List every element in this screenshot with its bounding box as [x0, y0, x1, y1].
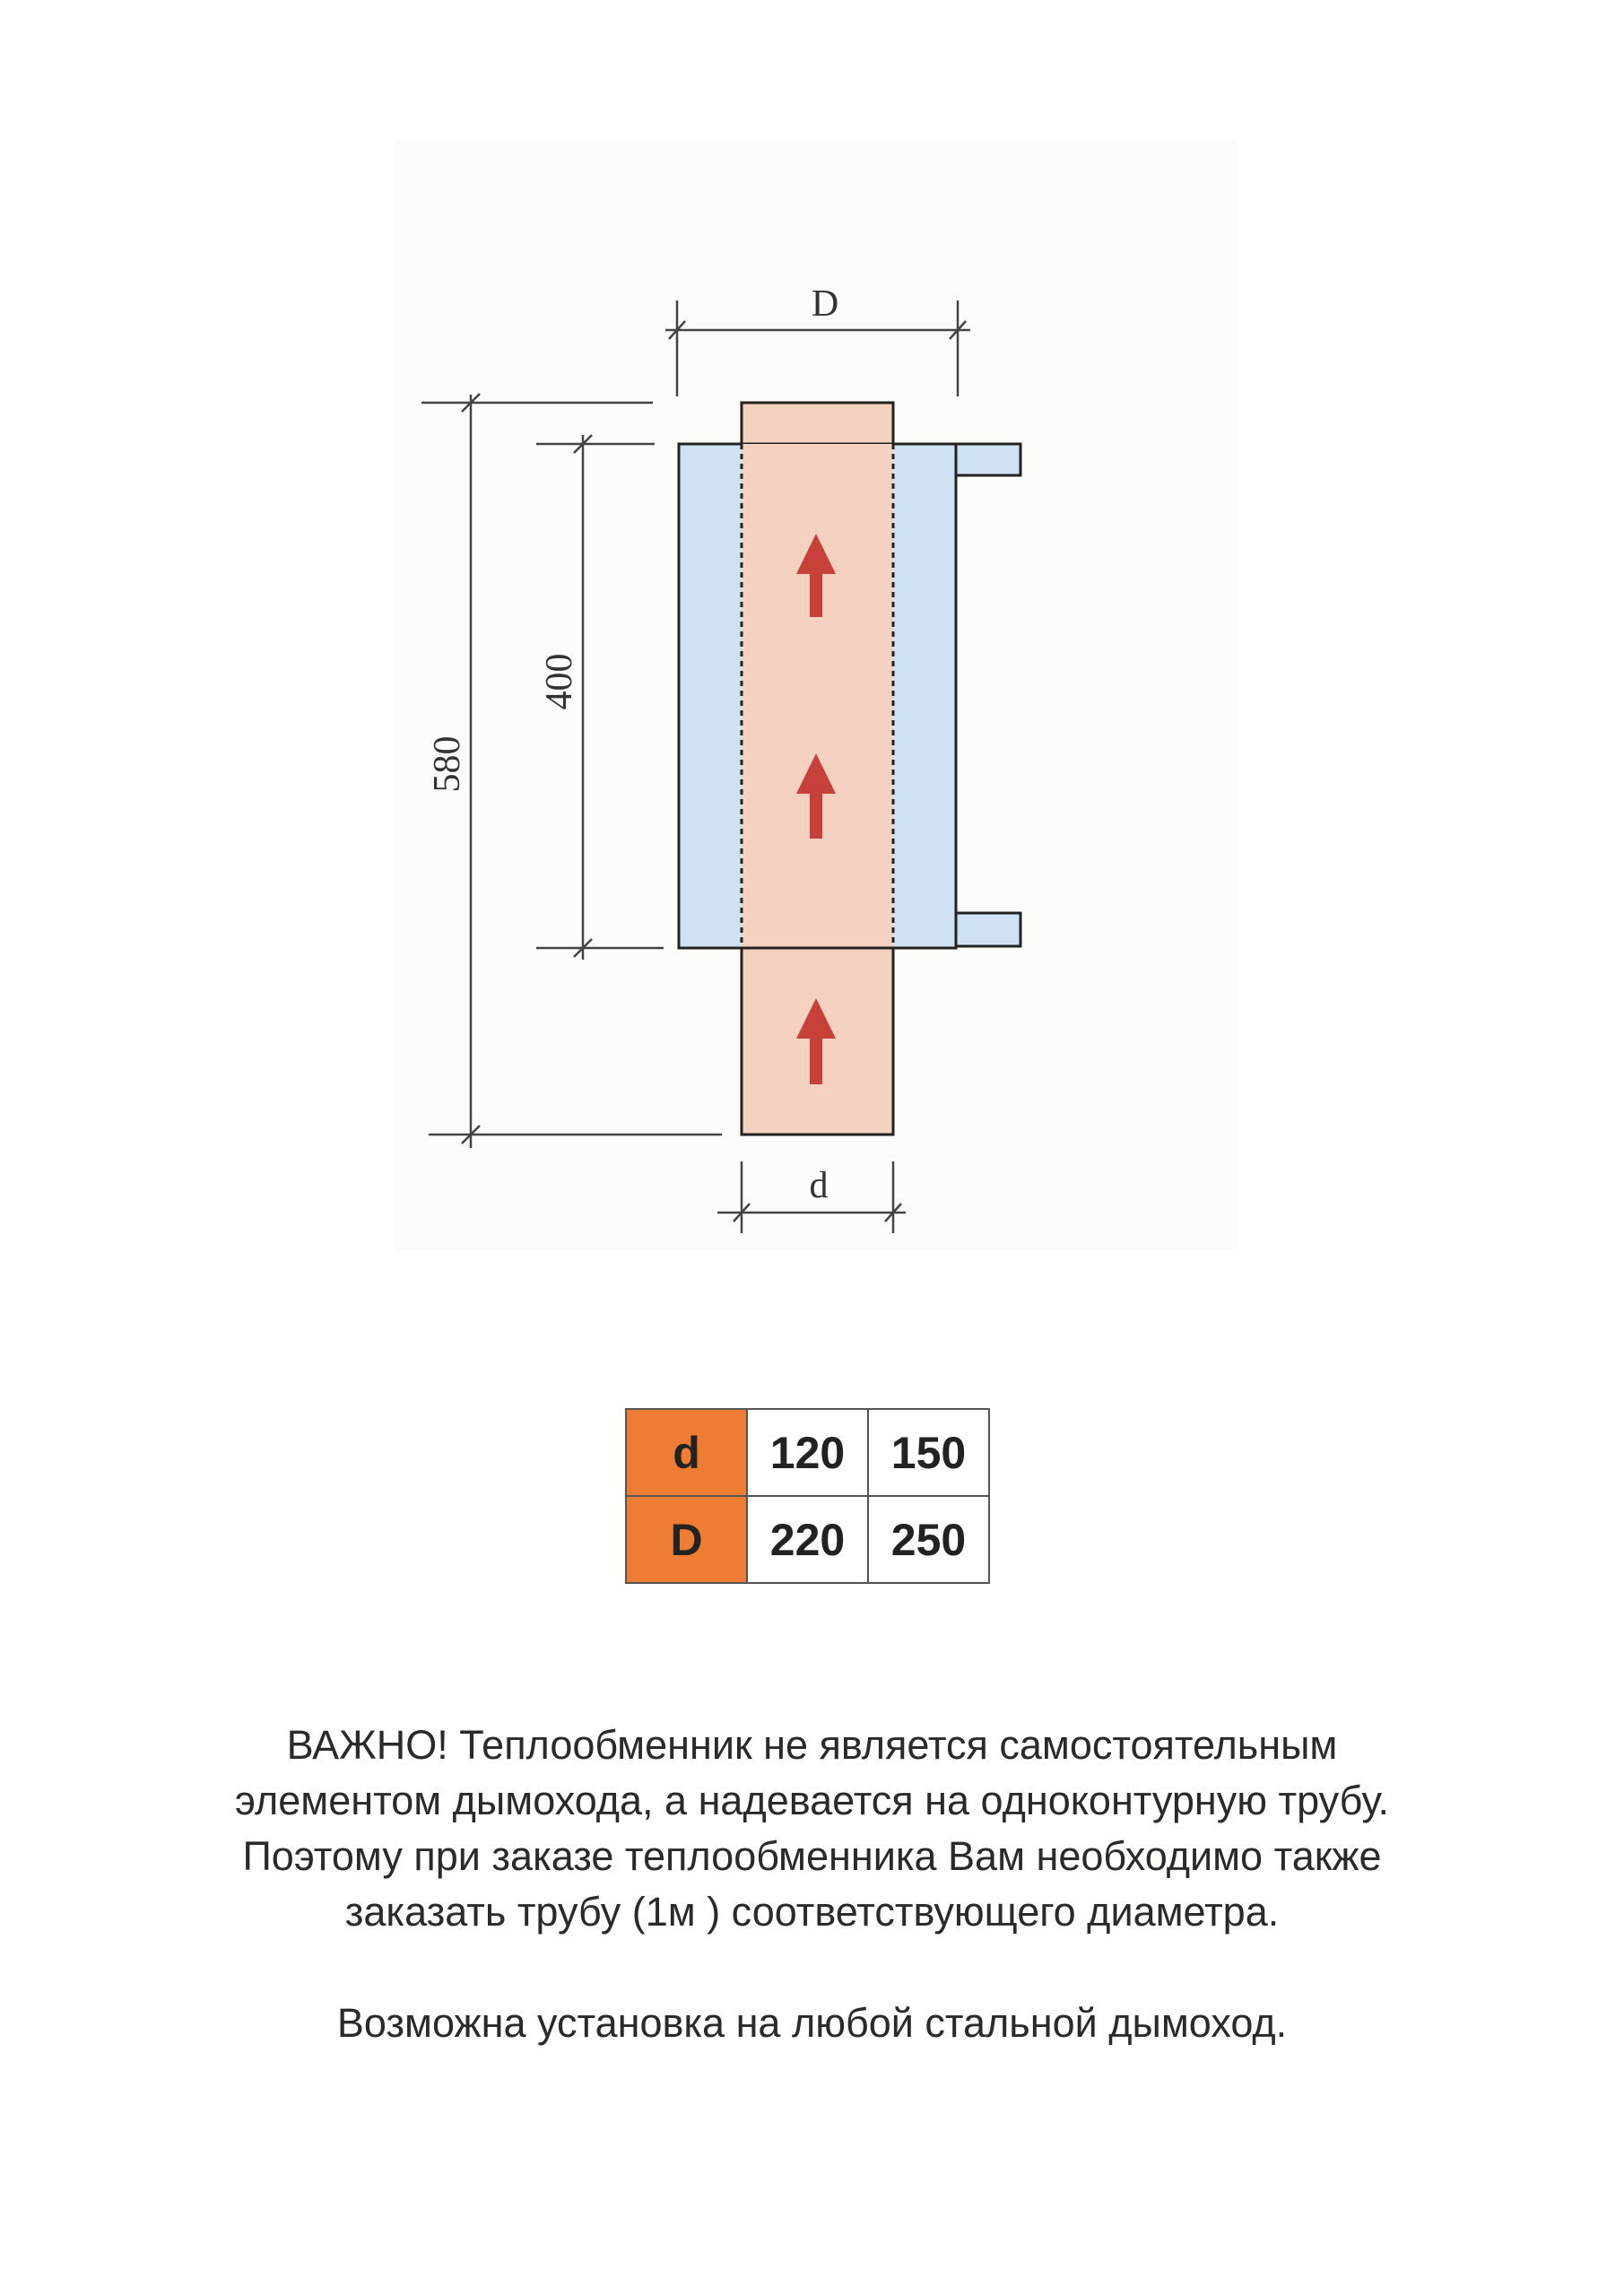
row-label-d: d: [626, 1409, 747, 1496]
row-label-D: D: [626, 1496, 747, 1583]
table-cell: 220: [747, 1496, 868, 1583]
spacer: [90, 1940, 1534, 1996]
dimensions-table: [625, 1408, 990, 1584]
table-row: [626, 1496, 989, 1583]
note-line: элементом дымохода, а надевается на одноконтурную трубу.: [235, 1778, 1389, 1823]
note-line: Поэтому при заказе теплообменника Вам необходимо также: [242, 1833, 1382, 1879]
important-notes: [90, 1718, 1534, 2051]
bottom-connector: [956, 913, 1020, 946]
label-D: D: [811, 283, 839, 325]
label-580: 580: [427, 735, 468, 793]
label-d: d: [809, 1165, 829, 1206]
note-line: ВАЖНО! Теплообменник не является самостоятельным: [286, 1722, 1338, 1768]
table-cell: 250: [868, 1496, 989, 1583]
table-cell: 120: [747, 1409, 868, 1496]
flue-pipe-top: [742, 403, 893, 444]
flue-pipe-inner: [742, 444, 893, 948]
label-400: 400: [539, 653, 580, 710]
top-connector: [956, 444, 1020, 475]
table-row: [626, 1409, 989, 1496]
note-line: заказать трубу (1м ) соответствующего диаметра.: [344, 1889, 1280, 1935]
note-line: Возможна установка на любой стальной дымоход.: [336, 2000, 1288, 2046]
table-cell: 150: [868, 1409, 989, 1496]
